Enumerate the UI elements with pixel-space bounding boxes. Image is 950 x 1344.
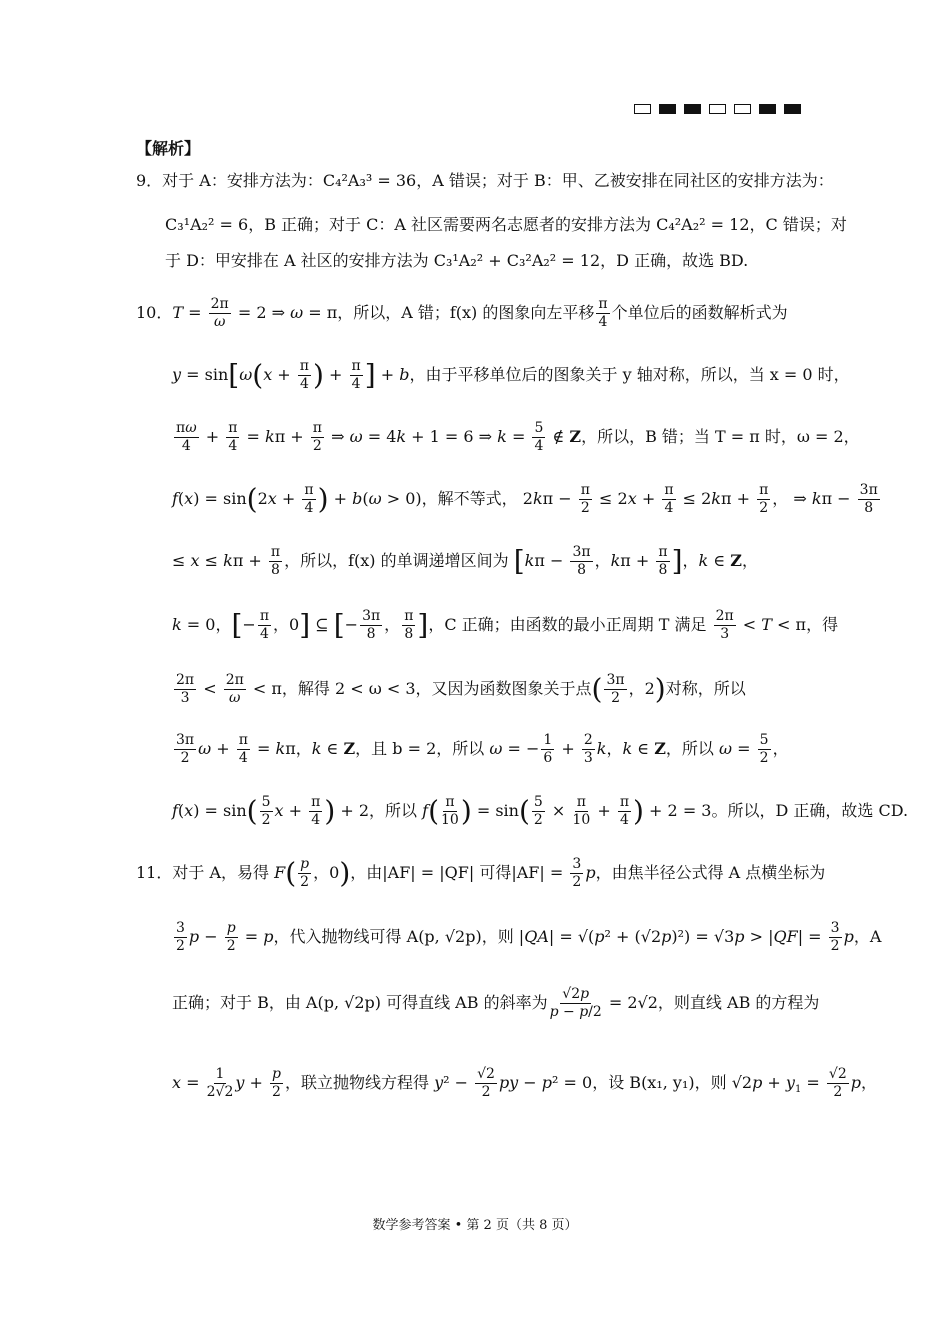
q10-line-4: f(x) = sin(2x + $\frac{\pi}{4}$ ) + b(ω > 0)，解不等式， 2kπ − $\frac{\pi}{2}$ ≤ 2x + $\frac{\pi}{4}$ ≤ 2kπ + $\frac{\pi}{2}$ ， ⇒ kπ − $\frac{3\pi}{8}$ [172, 482, 878, 516]
q10-line-6: k = 0，[− $\frac{\pi}{4}$ ，0] ⊆ [− $\frac{3\pi}{8}$ ， $\frac{\pi}{8}$ ]，C 正确；由函数的最小正周期 T 满足 $\frac{2\pi}{3}$ < T < π，得 [172, 608, 839, 642]
q10-line-3: $\frac{\pi\omega}{4}$ + $\frac{\pi}{4}$ = kπ + $\frac{\pi}{2}$ ⇒ ω = 4k + 1 = 6 ⇒ k = $\frac{5}{4}$ ∉ Z，所以，B 错；当 T = π 时，ω = 2， [176, 420, 860, 454]
q11-line-3: 正确；对于 B，由 A(p, √2p) 可得直线 AB 的斜率为 $\frac{√2p}{p - p/2}$ = 2√2，则直线 AB 的方程为 [172, 986, 820, 1020]
q10-line-1: 10．T = $\frac{2\pi}{\omega}$ = 2 ⇒ ω = π，所以，A 错；f(x) 的图象向左平移 $\frac{\pi}{4}$ 个单位后的函数解析式为 [136, 296, 788, 330]
q11-line-4: x = $\frac{1}{2√2}$ y + $\frac{p}{2}$ ，联立抛物线方程得 y² − $\frac{√2}{2}$ py − p² = 0，设 B(x₁, y₁)，则 $√2p + y_1$ = $\frac{√2}{2}$ p， [172, 1066, 878, 1100]
square-empty [709, 104, 726, 114]
q10-line-8: $\frac{3\pi}{2}$ ω + $\frac{\pi}{4}$ = kπ，k ∈ Z，且 b = 2，所以 ω = − $\frac{1}{6}$ + $\frac{2}{3}$ k，k ∈ Z，所以 ω = $\frac{5}{2}$ ， [176, 732, 789, 766]
q9-line-3: 于 D：甲安排在 A 社区的安排方法为 C₃¹A₂² + C₃²A₂² = 12，D 正确，故选 BD. [165, 251, 749, 270]
square-filled [659, 104, 676, 114]
q10-line-5: ≤ x ≤ kπ + $\frac{\pi}{8}$ ，所以，f(x) 的单调递增区间为 [kπ − $\frac{3\pi}{8}$ ，kπ + $\frac{\pi}{8}$ ]，k ∈ Z， [172, 544, 758, 578]
q9-line-2: C₃¹A₂² = 6，B 正确；对于 C：A 社区需要两名志愿者的安排方法为 C₄²A₂² = 12，C 错误；对 [165, 215, 847, 234]
square-empty [734, 104, 751, 114]
q10-line-7: $\frac{2\pi}{3}$ < $\frac{2\pi}{\omega}$ < π，解得 2 < ω < 3，又因为函数图象关于点( $\frac{3\pi}{2}$ ，2)对称，所以 [176, 672, 746, 706]
q9-line-1: 9．对于 A：安排方法为：C₄²A₃³ = 36，A 错误；对于 B：甲、乙被安排在同社区的安排方法为： [136, 171, 834, 190]
square-filled [684, 104, 701, 114]
header-squares [634, 104, 801, 114]
q10-line-2: y = sin[ω(x + $\frac{\pi}{4}$ ) + $\frac{\pi}{4}$ ] + b，由于平移单位后的图象关于 y 轴对称，所以，当 x = 0 时， [172, 358, 850, 392]
page-footer: 数学参考答案 • 第 2 页（共 8 页） [372, 1218, 578, 1233]
q10-line-9: f(x) = sin( $\frac{5}{2}$ x + $\frac{\pi}{4}$ ) + 2，所以 f( $\frac{\pi}{10}$ ) = sin( $\frac{5}{2}$ × $\frac{\pi}{10}$ + $\frac{\pi}{4}$ ) + 2 = 3。所以，D 正确，故选 CD. [172, 794, 909, 828]
square-empty [634, 104, 651, 114]
section-heading: 【解析】 [136, 139, 201, 158]
q11-line-1: 11．对于 A，易得 F( $\frac{p}{2}$ ，0)，由|AF| = |QF| 可得|AF| = $\frac{3}{2}$ p，由焦半径公式得 A 点横坐标为 [136, 856, 826, 890]
square-filled [759, 104, 776, 114]
square-filled [784, 104, 801, 114]
q11-line-2: $\frac{3}{2}$ p − $\frac{p}{2}$ = p，代入抛物线可得 A(p, √2p)，则 |QA| = √(p² + (√2p)²) = √3p > |QF| = $\frac{3}{2}$ p，A [176, 920, 882, 954]
